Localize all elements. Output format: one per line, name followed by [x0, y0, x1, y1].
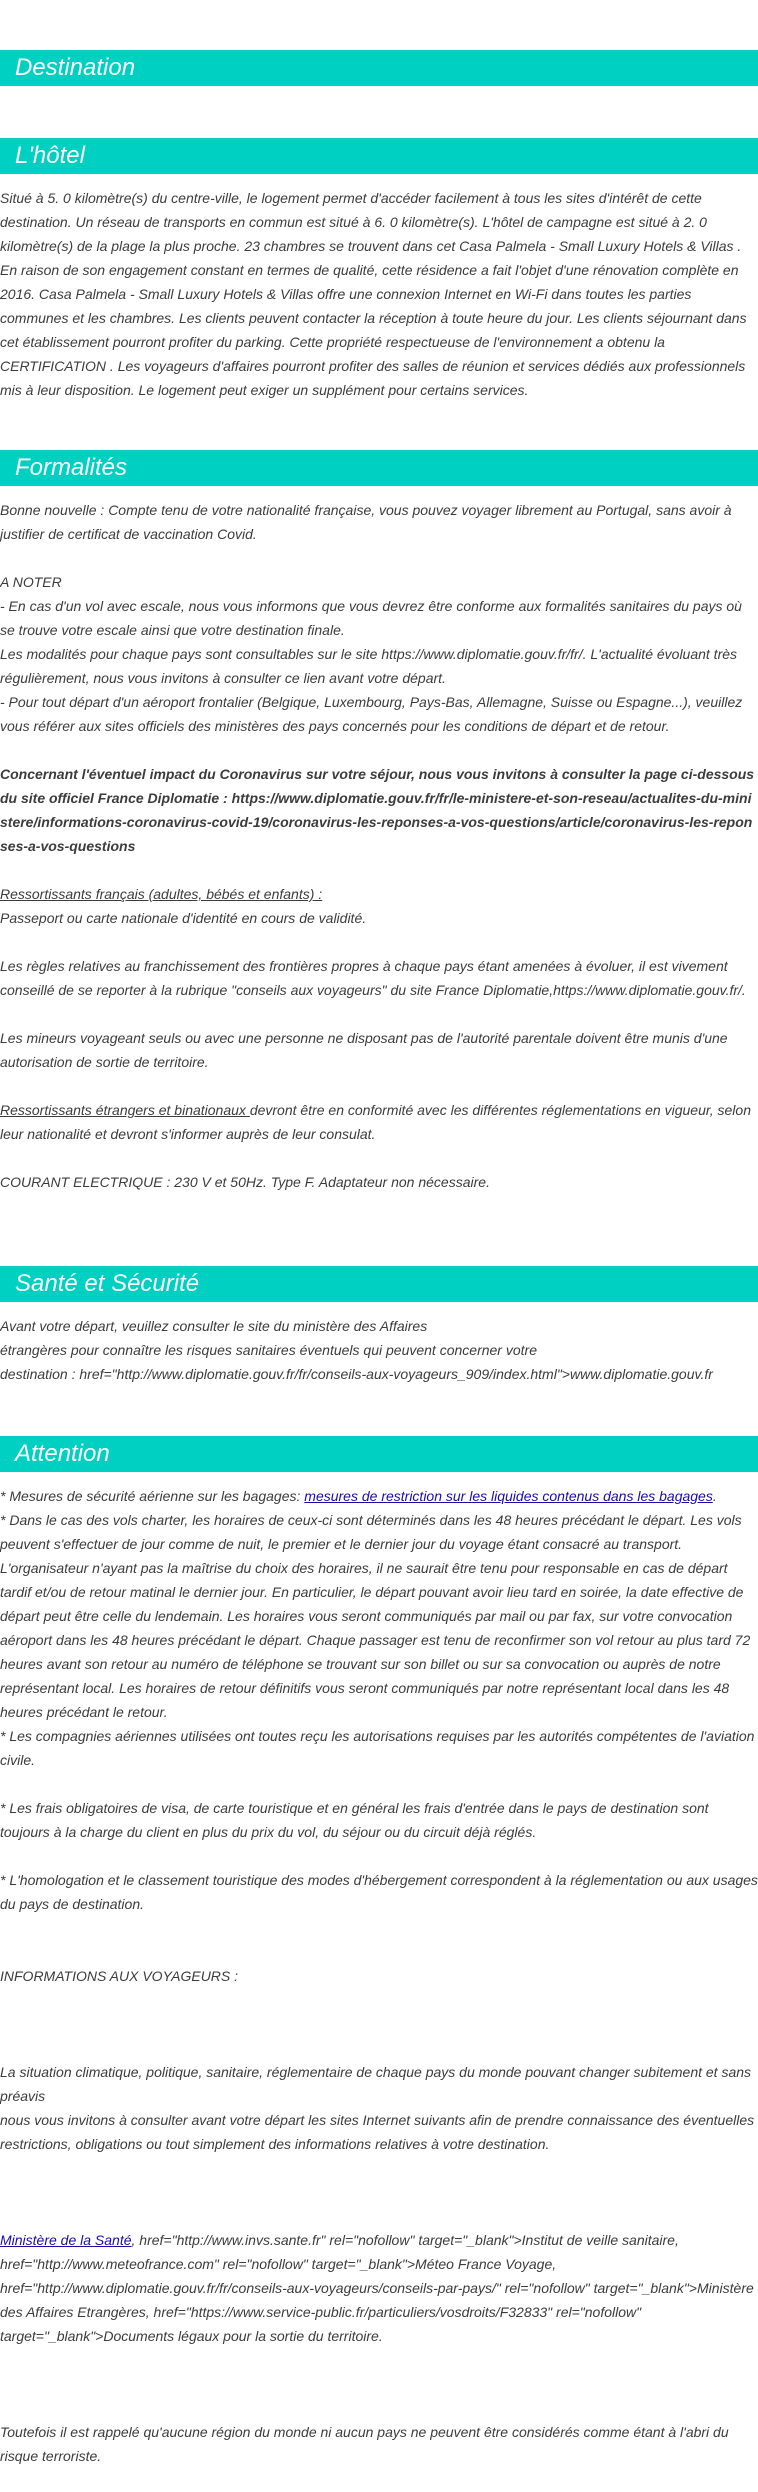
- covid-good-news: Bonne nouvelle : Compte tenu de votre nationalité française, vous pouvez voyager librement au Portugal, sans avoir à justifier de certificat de vaccination Covid.: [0, 502, 732, 542]
- minors-notice: Les mineurs voyageant seuls ou avec une personne ne disposant pas de l'autorité parentale doivent être munis d'une autorisation de sortie de territoire.: [0, 1030, 728, 1070]
- section-title-destination: Destination: [0, 50, 758, 86]
- french-nationals-requirements: Passeport ou carte nationale d'identité en cours de validité.: [0, 910, 367, 926]
- sante-section: [0, 1314, 758, 1386]
- liquids-restriction-link[interactable]: mesures de restriction sur les liquides contenus dans les bagages: [304, 1488, 713, 1504]
- health-line-3: destination : href="http://www.diplomatie.gouv.fr/fr/conseils-aux-voyageurs_909/index.html">www.diplomatie.gouv.fr: [0, 1366, 713, 1382]
- foreign-nationals-heading: Ressortissants étrangers et binationaux: [0, 1102, 250, 1118]
- hotel-description: Situé à 5. 0 kilomètre(s) du centre-ville, le logement permet d'accéder facilement à tous les sites d'intérêt de cette destination. Un réseau de transports en commun est situé à 6. 0 kilomètre(s). L'hôtel de campagne est situé à 2. 0 kilomètre(s) de la plage la plus proche. 23 chambres se trouvent dans cet Casa Palmela - Small Luxury Hotels & Villas . En raison de son engagement constant en termes de qualité, cette résidence a fait l'objet d'une rénovation complète en 2016. Casa Palmela - Small Luxury Hotels & Villas offre une connexion Internet en Wi-Fi dans toutes les parties communes et les chambres. Les clients peuvent contacter la réception à toute heure du jour. Les clients séjournant dans cet établissement pourront profiter du parking. Cette propriété respectueuse de l'environnement a obtenu la CERTIFICATION . Les voyageurs d'affaires pourront profiter des salles de réunion et services dédiés aux professionnels mis à leur disposition. Le logement peut exiger un supplément pour certains services.: [0, 190, 747, 398]
- baggage-security-prefix: * Mesures de sécurité aérienne sur les bagages:: [0, 1488, 305, 1504]
- ministry-health-link[interactable]: Ministère de la Santé: [0, 2232, 132, 2248]
- charter-flights-notice: * Dans le cas des vols charter, les horaires de ceux-ci sont déterminés dans les 48 heures précédant le départ. Les vols peuvent s'effectuer de jour comme de nuit, le premier et le dernier jour du voyage étant consacré au transport. L'organisateur n'ayant pas la maîtrise du choix des horaires, il ne saurait être tenu pour responsable en cas de départ tardif et/ou de retour matinal le dernier jour. En particulier, le départ pouvant avoir lieu tard en soirée, la date effective de départ peut être celle du lendemain. Les horaires vous seront communiqués par mail ou par fax, sur votre convocation aéroport dans les 48 heures précédant le départ. Chaque passager est tenu de reconfirmer son vol retour au plus tard 72 heures avant son retour au numéro de téléphone se trouvant sur son billet ou sur sa convocation ou auprès de notre représentant local. Les horaires de retour définitifs vous seront communiqués par notre représentant local dans les 48 heures précédant le retour.: [0, 1512, 751, 1720]
- health-line-1: Avant votre départ, veuillez consulter le site du ministère des Affaires: [0, 1318, 428, 1334]
- border-airport-notice: - Pour tout départ d'un aéroport frontalier (Belgique, Luxembourg, Pays-Bas, Allemagne, Suisse ou Espagne...), veuillez vous référer aux sites officiels des ministères des pays concernés pour les conditions de départ et de retour.: [0, 694, 743, 734]
- a-noter-heading: A NOTER: [0, 574, 62, 590]
- country-rules-notice: Les modalités pour chaque pays sont consultables sur le site https://www.diplomatie.gouv.fr/fr/. L'actualité évoluant très régulièrement, nous vous invitons à consulter ce lien avant votre départ.: [0, 646, 738, 686]
- foreign-nationals-text: devront être en conformité avec les différentes réglementations en vigueur, selon leur nationalité et devront s'informer auprès de leur consulat.: [0, 1102, 751, 1142]
- traveler-info-heading: INFORMATIONS AUX VOYAGEURS :: [0, 1968, 239, 1984]
- electric-current-info: COURANT ELECTRIQUE : 230 V et 50Hz. Type F. Adaptateur non nécessaire.: [0, 1174, 490, 1190]
- coronavirus-impact-notice: Concernant l'éventuel impact du Coronavirus sur votre séjour, nous vous invitons à consulter la page ci-dessous du site officiel France Diplomatie : https://www.diplomatie.gouv.fr/fr/le-ministere-et-son-reseau/actualites-du-ministere/informations-coronavirus-covid-19/coronavirus-les-reponses-a-vos-questions/article/coronavirus-les-reponses-a-vos-questions: [0, 766, 755, 854]
- section-title-attention: Attention: [0, 1436, 758, 1472]
- section-title-sante-securite: Santé et Sécurité: [0, 1266, 758, 1302]
- attention-section: [0, 1484, 758, 2468]
- homologation-notice: * L'homologation et le classement touristique des modes d'hébergement correspondent à la réglementation ou aux usages du pays de destination.: [0, 1872, 758, 1912]
- french-nationals-heading: Ressortissants français (adultes, bébés et enfants) :: [0, 886, 323, 902]
- climate-notice-line-1: La situation climatique, politique, sanitaire, réglementaire de chaque pays du monde pouvant changer subitement et sans préavis: [0, 2064, 752, 2104]
- formalites-section: [0, 498, 758, 1194]
- airlines-notice: * Les compagnies aériennes utilisées ont toutes reçu les autorisations requises par les autorités compétentes de l'aviation civile.: [0, 1728, 755, 1768]
- section-title-formalites: Formalités: [0, 450, 758, 486]
- section-title-hotel: L'hôtel: [0, 138, 758, 174]
- climate-notice-line-2: nous vous invitons à consulter avant votre départ les sites Internet suivants afin de prendre connaissance des éventuelles restrictions, obligations ou tout simplement des informations relatives à votre destination.: [0, 2112, 755, 2152]
- health-line-2: étrangères pour connaître les risques sanitaires éventuels qui peuvent concerner votre: [0, 1342, 537, 1358]
- baggage-security-suffix: .: [712, 1488, 717, 1504]
- border-rules-notice: Les règles relatives au franchissement des frontières propres à chaque pays étant amenées à évoluer, il est vivement conseillé de se reporter à la rubrique "conseils aux voyageurs" du site France Diplomatie,https://www.diplomatie.gouv.fr/.: [0, 958, 746, 998]
- useful-links-text: , href="http://www.invs.sante.fr" rel="nofollow" target="_blank">Institut de veille sanitaire, href="http://www.meteofrance.com" rel="nofollow" target="_blank">Méteo France Voyage, href="http://www.diplomatie.gouv.fr/fr/conseils-aux-voyageurs/conseils-par-pays/" rel="nofollow" target="_blank">Ministère des Affaires Etrangères, href="https://www.service-public.fr/particuliers/vosdroits/F32833" rel="nofollow" target="_blank">Documents légaux pour la sortie du territoire.: [0, 2232, 754, 2344]
- foreign-nationals-notice: [0, 1098, 758, 1146]
- stopover-notice: - En cas d'un vol avec escale, nous vous informons que vous devrez être conforme aux formalités sanitaires du pays où se trouve votre escale ainsi que votre destination finale.: [0, 598, 742, 638]
- hotel-section: [0, 186, 758, 402]
- fees-notice: * Les frais obligatoires de visa, de carte touristique et en général les frais d'entrée dans le pays de destination sont toujours à la charge du client en plus du prix du vol, du séjour ou du circuit déjà réglés.: [0, 1800, 709, 1840]
- useful-links-paragraph: [0, 2228, 758, 2348]
- terrorism-notice: Toutefois il est rappelé qu'aucune région du monde ni aucun pays ne peuvent être considérés comme étant à l'abri du risque terroriste.: [0, 2424, 729, 2464]
- baggage-security-notice: [0, 1484, 758, 1508]
